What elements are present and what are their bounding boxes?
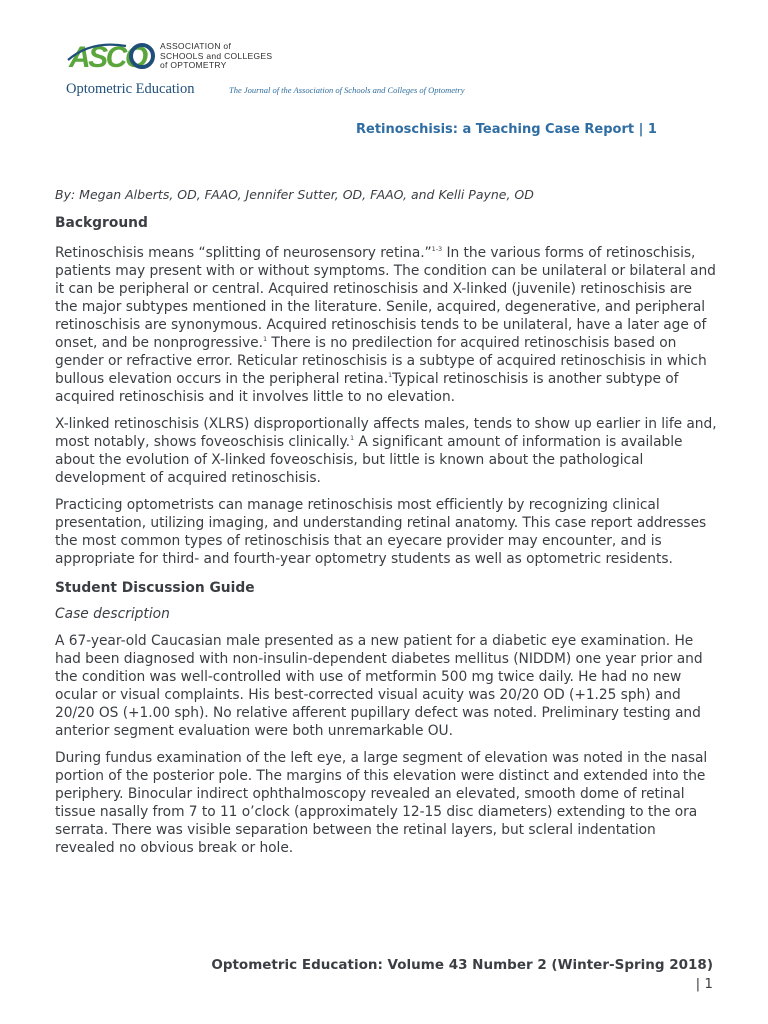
asco-logo-text: ASCO	[69, 41, 146, 74]
asco-logo-mark	[66, 36, 158, 76]
paragraph-5: During fundus examination of the left eye, a large segment of elevation was noted in the nasal portion of the posterior pole. The margins of this elevation were distinct and extended into the periphery. Binocular indirect ophthalmoscopy revealed an elevated, smooth dome of retinal tissue nasally from 7 to 11 o’clock (approximately 12-15 disc diameters) extending to the ora serrata. There was visible separation between the retinal layers, but scleral indentation revealed no obvious break or hole.	[55, 750, 708, 856]
paragraph-1-part-a: Retinoschisis means “splitting of neurosensory retina.”	[55, 245, 432, 261]
association-line-2: SCHOOLS and COLLEGES	[160, 50, 273, 61]
running-head: Retinoschisis: a Teaching Case Report | 1	[356, 122, 657, 137]
paragraph-3: Practicing optometrists can manage retinoschisis most efficiently by recognizing clinical presentation, utilizing imaging, and understanding retinal anatomy. This case report addresses the most common types of retinoschisis that an eyecare provider may encounter, and is appropriate for third- and fourth-year optometry students as well as optometric residents.	[55, 497, 707, 567]
byline: By: Megan Alberts, OD, FAAO, Jennifer Sutter, OD, FAAO, and Kelli Payne, OD	[55, 187, 534, 202]
paragraph-1-part-c: There is no predilection for acquired retinoschisis based on gender or refractive error. Reticular retinoschisis is a subtype of acquired retinoschisis in which bullous elevation occurs in the peripheral retina.	[55, 335, 707, 387]
article-body	[55, 186, 717, 857]
footer-page-number: | 1	[695, 976, 713, 992]
journal-tagline: The Journal of the Association of Schools and Colleges of Optometry	[229, 85, 465, 95]
paragraph-2-part-b: A significant amount of information is available about the evolution of X-linked foveoschisis, but little is known about the pathological development of acquired retinoschisis.	[55, 434, 683, 486]
discussion-guide-heading: Student Discussion Guide	[55, 580, 255, 596]
association-line-1: ASSOCIATION of	[160, 41, 232, 51]
paragraph-2-part-a: X-linked retinoschisis (XLRS) disproportionally affects males, tends to show up earlier in life and, most notably, shows foveoschisis clinically.	[55, 416, 717, 450]
citation-1: 1-3	[431, 245, 443, 253]
citation-4: 1	[349, 434, 355, 442]
asco-logo	[66, 36, 296, 76]
background-heading: Background	[55, 215, 148, 231]
paragraph-4: A 67-year-old Caucasian male presented as a new patient for a diabetic eye examination. He had been diagnosed with non-insulin-dependent diabetes mellitus (NIDDM) one year prior and the condition was well-controlled with use of metformin 500 mg twice daily. He had no new ocular or visual complaints. His best-corrected visual acuity was 20/20 OD (+1.25 sph) and 20/20 OS (+1.00 sph). No relative afferent pupillary defect was noted. Preliminary testing and anterior segment evaluation were both unremarkable OU.	[55, 633, 703, 739]
citation-2: 1	[262, 335, 268, 343]
footer-journal-issue: Optometric Education: Volume 43 Number 2 (Winter-Spring 2018)	[211, 957, 713, 973]
association-line-3: of OPTOMETRY	[160, 60, 227, 70]
journal-name: Optometric Education	[66, 81, 195, 97]
paragraph-2	[55, 415, 717, 487]
citation-3: 1	[388, 371, 393, 379]
paragraph-1-part-d: Typical retinoschisis is another subtype of acquired retinoschisis and it involves little to no elevation.	[55, 371, 679, 405]
paragraph-1-part-b: In the various forms of retinoschisis, patients may present with or without symptoms. The condition can be unilateral or bilateral and it can be peripheral or central. Acquired retinoschisis and X-linked (juvenile) retinoschisis are the major subtypes mentioned in the literature. Senile, acquired, degenerative, and peripheral retinoschisis are synonymous. Acquired retinoschisis tends to be unilateral, have a later age of onset, and be nonprogressive.	[55, 245, 716, 351]
case-description-subheading: Case description	[55, 606, 170, 622]
paragraph-1	[55, 244, 717, 406]
association-name	[160, 42, 272, 71]
